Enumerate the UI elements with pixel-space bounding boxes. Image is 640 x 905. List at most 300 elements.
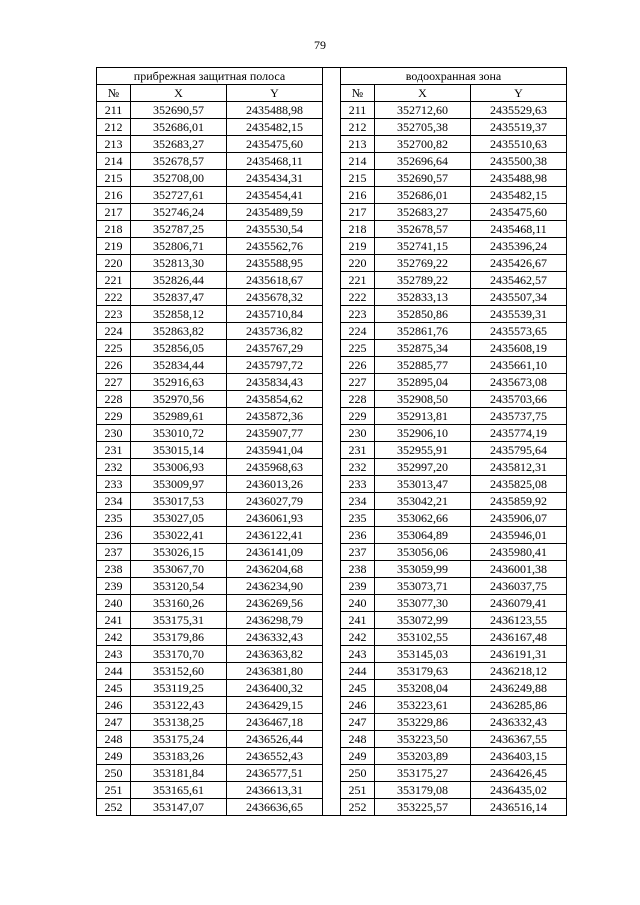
left-number-cell: 247 (97, 714, 131, 731)
right-number-cell: 215 (341, 170, 375, 187)
left-x-cell: 352683,27 (131, 136, 227, 153)
column-gap (323, 578, 341, 595)
left-y-cell: 2435468,11 (227, 153, 323, 170)
right-number-cell: 213 (341, 136, 375, 153)
right-x-cell: 353203,89 (375, 748, 471, 765)
left-number-cell: 228 (97, 391, 131, 408)
table-row (97, 170, 567, 187)
left-number-cell: 214 (97, 153, 131, 170)
right-number-cell: 225 (341, 340, 375, 357)
right-number-cell: 217 (341, 204, 375, 221)
column-gap (323, 357, 341, 374)
right-x-cell: 353225,57 (375, 799, 471, 816)
right-number-cell: 232 (341, 459, 375, 476)
right-y-cell: 2435482,15 (471, 187, 567, 204)
coordinates-table-body (97, 68, 567, 816)
left-x-cell: 352690,57 (131, 102, 227, 119)
column-gap (323, 680, 341, 697)
column-gap (323, 442, 341, 459)
right-x-cell: 353208,04 (375, 680, 471, 697)
right-y-cell: 2436332,43 (471, 714, 567, 731)
left-number-cell: 237 (97, 544, 131, 561)
right-number-cell: 231 (341, 442, 375, 459)
right-x-cell: 353102,55 (375, 629, 471, 646)
left-x-cell: 353017,53 (131, 493, 227, 510)
right-x-cell: 352833,13 (375, 289, 471, 306)
right-y-cell: 2435539,31 (471, 306, 567, 323)
table-row (97, 731, 567, 748)
right-y-cell: 2436285,86 (471, 697, 567, 714)
right-x-cell: 353145,03 (375, 646, 471, 663)
left-y-cell: 2436013,26 (227, 476, 323, 493)
left-y-cell: 2435854,62 (227, 391, 323, 408)
right-x-cell: 352741,15 (375, 238, 471, 255)
column-gap (323, 119, 341, 136)
left-number-cell: 250 (97, 765, 131, 782)
left-number-cell: 238 (97, 561, 131, 578)
table-row (97, 748, 567, 765)
right-y-cell: 2435737,75 (471, 408, 567, 425)
right-y-cell: 2435507,34 (471, 289, 567, 306)
right-header-x: X (375, 85, 471, 102)
right-x-cell: 353073,71 (375, 578, 471, 595)
column-gap (323, 408, 341, 425)
table-row (97, 646, 567, 663)
right-y-cell: 2436079,41 (471, 595, 567, 612)
table-row (97, 408, 567, 425)
left-x-cell: 353181,84 (131, 765, 227, 782)
left-number-cell: 239 (97, 578, 131, 595)
right-y-cell: 2436167,48 (471, 629, 567, 646)
table-row (97, 238, 567, 255)
column-gap (323, 68, 341, 85)
left-x-cell: 353027,05 (131, 510, 227, 527)
right-x-cell: 353179,63 (375, 663, 471, 680)
table-row (97, 204, 567, 221)
table-row (97, 663, 567, 680)
left-x-cell: 353026,15 (131, 544, 227, 561)
table-row (97, 765, 567, 782)
right-x-cell: 353072,99 (375, 612, 471, 629)
left-number-cell: 240 (97, 595, 131, 612)
right-number-cell: 227 (341, 374, 375, 391)
right-number-cell: 216 (341, 187, 375, 204)
column-gap (323, 544, 341, 561)
left-number-cell: 231 (97, 442, 131, 459)
left-x-cell: 353120,54 (131, 578, 227, 595)
right-y-cell: 2435980,41 (471, 544, 567, 561)
right-number-cell: 239 (341, 578, 375, 595)
left-y-cell: 2436269,56 (227, 595, 323, 612)
left-number-cell: 216 (97, 187, 131, 204)
left-x-cell: 352858,12 (131, 306, 227, 323)
right-y-cell: 2435529,63 (471, 102, 567, 119)
left-y-cell: 2435488,98 (227, 102, 323, 119)
right-x-cell: 352895,04 (375, 374, 471, 391)
table-row (97, 680, 567, 697)
table-row (97, 357, 567, 374)
column-gap (323, 493, 341, 510)
right-x-cell: 353179,08 (375, 782, 471, 799)
right-y-cell: 2436249,88 (471, 680, 567, 697)
left-number-cell: 212 (97, 119, 131, 136)
left-number-cell: 252 (97, 799, 131, 816)
left-x-cell: 353183,26 (131, 748, 227, 765)
right-x-cell: 352885,77 (375, 357, 471, 374)
right-number-cell: 224 (341, 323, 375, 340)
left-y-cell: 2435968,63 (227, 459, 323, 476)
right-x-cell: 352997,20 (375, 459, 471, 476)
section-title-row (97, 68, 567, 85)
right-y-cell: 2435510,63 (471, 136, 567, 153)
right-y-cell: 2435426,67 (471, 255, 567, 272)
table-row (97, 493, 567, 510)
right-number-cell: 236 (341, 527, 375, 544)
column-gap (323, 170, 341, 187)
right-number-cell: 250 (341, 765, 375, 782)
left-y-cell: 2435530,54 (227, 221, 323, 238)
left-x-cell: 353015,14 (131, 442, 227, 459)
table-row (97, 153, 567, 170)
right-x-cell: 352700,82 (375, 136, 471, 153)
table-row (97, 595, 567, 612)
right-x-cell: 352769,22 (375, 255, 471, 272)
right-number-cell: 237 (341, 544, 375, 561)
right-x-cell: 353223,50 (375, 731, 471, 748)
left-number-cell: 244 (97, 663, 131, 680)
column-gap (323, 153, 341, 170)
left-y-cell: 2435434,31 (227, 170, 323, 187)
left-number-cell: 218 (97, 221, 131, 238)
left-y-cell: 2436400,32 (227, 680, 323, 697)
column-gap (323, 238, 341, 255)
right-number-cell: 223 (341, 306, 375, 323)
left-y-cell: 2435482,15 (227, 119, 323, 136)
column-gap (323, 272, 341, 289)
left-y-cell: 2436332,43 (227, 629, 323, 646)
table-row (97, 391, 567, 408)
left-number-cell: 243 (97, 646, 131, 663)
coordinates-table (96, 67, 567, 816)
right-number-cell: 243 (341, 646, 375, 663)
right-number-cell: 234 (341, 493, 375, 510)
right-x-cell: 352850,86 (375, 306, 471, 323)
left-x-cell: 352970,56 (131, 391, 227, 408)
column-gap (323, 306, 341, 323)
left-header-y: Y (227, 85, 323, 102)
right-number-cell: 228 (341, 391, 375, 408)
left-x-cell: 353006,93 (131, 459, 227, 476)
right-section-title: водоохранная зона (341, 68, 567, 85)
right-x-cell: 352683,27 (375, 204, 471, 221)
right-x-cell: 353223,61 (375, 697, 471, 714)
right-x-cell: 353064,89 (375, 527, 471, 544)
left-x-cell: 352916,63 (131, 374, 227, 391)
right-number-cell: 219 (341, 238, 375, 255)
left-header-number: № (97, 85, 131, 102)
column-gap (323, 476, 341, 493)
table-row (97, 476, 567, 493)
column-gap (323, 629, 341, 646)
table-row (97, 510, 567, 527)
right-number-cell: 226 (341, 357, 375, 374)
right-y-cell: 2435608,19 (471, 340, 567, 357)
column-gap (323, 799, 341, 816)
table-row (97, 459, 567, 476)
right-number-cell: 220 (341, 255, 375, 272)
column-gap (323, 510, 341, 527)
left-number-cell: 220 (97, 255, 131, 272)
left-y-cell: 2436552,43 (227, 748, 323, 765)
left-number-cell: 229 (97, 408, 131, 425)
left-y-cell: 2435489,59 (227, 204, 323, 221)
column-gap (323, 697, 341, 714)
left-number-cell: 249 (97, 748, 131, 765)
left-number-cell: 230 (97, 425, 131, 442)
right-number-cell: 214 (341, 153, 375, 170)
column-gap (323, 527, 341, 544)
left-y-cell: 2436363,82 (227, 646, 323, 663)
column-gap (323, 646, 341, 663)
left-x-cell: 353122,43 (131, 697, 227, 714)
right-y-cell: 2435673,08 (471, 374, 567, 391)
left-number-cell: 246 (97, 697, 131, 714)
column-gap (323, 425, 341, 442)
left-number-cell: 222 (97, 289, 131, 306)
right-y-cell: 2435825,08 (471, 476, 567, 493)
table-row (97, 782, 567, 799)
left-y-cell: 2436027,79 (227, 493, 323, 510)
column-gap (323, 612, 341, 629)
right-y-cell: 2435468,11 (471, 221, 567, 238)
right-x-cell: 353175,27 (375, 765, 471, 782)
right-y-cell: 2435859,92 (471, 493, 567, 510)
table-row (97, 544, 567, 561)
right-y-cell: 2436123,55 (471, 612, 567, 629)
column-gap (323, 187, 341, 204)
right-number-cell: 230 (341, 425, 375, 442)
right-x-cell: 352875,34 (375, 340, 471, 357)
table-row (97, 374, 567, 391)
left-y-cell: 2435588,95 (227, 255, 323, 272)
left-y-cell: 2436526,44 (227, 731, 323, 748)
left-number-cell: 248 (97, 731, 131, 748)
left-x-cell: 353010,72 (131, 425, 227, 442)
left-x-cell: 353009,97 (131, 476, 227, 493)
right-x-cell: 353229,86 (375, 714, 471, 731)
right-number-cell: 211 (341, 102, 375, 119)
left-y-cell: 2435475,60 (227, 136, 323, 153)
right-number-cell: 246 (341, 697, 375, 714)
right-number-cell: 245 (341, 680, 375, 697)
right-number-cell: 235 (341, 510, 375, 527)
right-number-cell: 218 (341, 221, 375, 238)
left-y-cell: 2436467,18 (227, 714, 323, 731)
right-number-cell: 221 (341, 272, 375, 289)
table-row (97, 578, 567, 595)
right-header-y: Y (471, 85, 567, 102)
column-gap (323, 340, 341, 357)
right-y-cell: 2436037,75 (471, 578, 567, 595)
left-number-cell: 224 (97, 323, 131, 340)
column-gap (323, 714, 341, 731)
left-x-cell: 352678,57 (131, 153, 227, 170)
right-y-cell: 2436367,55 (471, 731, 567, 748)
right-y-cell: 2435475,60 (471, 204, 567, 221)
left-number-cell: 226 (97, 357, 131, 374)
table-row (97, 425, 567, 442)
column-gap (323, 663, 341, 680)
right-y-cell: 2435906,07 (471, 510, 567, 527)
table-row (97, 136, 567, 153)
right-number-cell: 241 (341, 612, 375, 629)
left-x-cell: 353138,25 (131, 714, 227, 731)
table-row (97, 323, 567, 340)
table-row (97, 306, 567, 323)
right-y-cell: 2436403,15 (471, 748, 567, 765)
left-y-cell: 2435872,36 (227, 408, 323, 425)
left-x-cell: 353170,70 (131, 646, 227, 663)
left-y-cell: 2436234,90 (227, 578, 323, 595)
left-y-cell: 2435678,32 (227, 289, 323, 306)
left-y-cell: 2435797,72 (227, 357, 323, 374)
table-row (97, 187, 567, 204)
right-x-cell: 352908,50 (375, 391, 471, 408)
left-number-cell: 236 (97, 527, 131, 544)
left-number-cell: 213 (97, 136, 131, 153)
table-row (97, 102, 567, 119)
right-y-cell: 2435573,65 (471, 323, 567, 340)
right-x-cell: 353059,99 (375, 561, 471, 578)
right-y-cell: 2436191,31 (471, 646, 567, 663)
table-row (97, 272, 567, 289)
left-x-cell: 352787,25 (131, 221, 227, 238)
right-y-cell: 2435812,31 (471, 459, 567, 476)
left-x-cell: 352813,30 (131, 255, 227, 272)
left-x-cell: 353179,86 (131, 629, 227, 646)
right-y-cell: 2435488,98 (471, 170, 567, 187)
left-y-cell: 2436429,15 (227, 697, 323, 714)
table-row (97, 442, 567, 459)
right-number-cell: 238 (341, 561, 375, 578)
right-x-cell: 352913,81 (375, 408, 471, 425)
left-x-cell: 352708,00 (131, 170, 227, 187)
right-y-cell: 2435462,57 (471, 272, 567, 289)
column-gap (323, 748, 341, 765)
left-y-cell: 2436298,79 (227, 612, 323, 629)
right-number-cell: 233 (341, 476, 375, 493)
table-row (97, 714, 567, 731)
right-y-cell: 2436218,12 (471, 663, 567, 680)
column-gap (323, 459, 341, 476)
left-x-cell: 353152,60 (131, 663, 227, 680)
right-number-cell: 249 (341, 748, 375, 765)
column-gap (323, 255, 341, 272)
right-x-cell: 353042,21 (375, 493, 471, 510)
table-row (97, 340, 567, 357)
left-x-cell: 352989,61 (131, 408, 227, 425)
right-number-cell: 229 (341, 408, 375, 425)
left-x-cell: 353165,61 (131, 782, 227, 799)
left-section-title: прибрежная защитная полоса (97, 68, 323, 85)
right-number-cell: 251 (341, 782, 375, 799)
left-number-cell: 245 (97, 680, 131, 697)
left-x-cell: 352686,01 (131, 119, 227, 136)
left-y-cell: 2436577,51 (227, 765, 323, 782)
left-x-cell: 353067,70 (131, 561, 227, 578)
right-y-cell: 2435500,38 (471, 153, 567, 170)
right-x-cell: 353077,30 (375, 595, 471, 612)
left-y-cell: 2435736,82 (227, 323, 323, 340)
column-gap (323, 561, 341, 578)
left-x-cell: 352727,61 (131, 187, 227, 204)
page-number: 79 (314, 38, 326, 52)
table-row (97, 289, 567, 306)
left-number-cell: 223 (97, 306, 131, 323)
right-x-cell: 353056,06 (375, 544, 471, 561)
column-gap (323, 391, 341, 408)
column-gap (323, 136, 341, 153)
right-y-cell: 2435396,24 (471, 238, 567, 255)
table-row (97, 527, 567, 544)
left-number-cell: 242 (97, 629, 131, 646)
right-x-cell: 353013,47 (375, 476, 471, 493)
left-x-cell: 352834,44 (131, 357, 227, 374)
left-number-cell: 217 (97, 204, 131, 221)
left-y-cell: 2435767,29 (227, 340, 323, 357)
right-number-cell: 212 (341, 119, 375, 136)
table-row (97, 629, 567, 646)
left-x-cell: 353160,26 (131, 595, 227, 612)
left-header-x: X (131, 85, 227, 102)
left-number-cell: 235 (97, 510, 131, 527)
column-gap (323, 374, 341, 391)
left-y-cell: 2435941,04 (227, 442, 323, 459)
left-number-cell: 211 (97, 102, 131, 119)
right-number-cell: 252 (341, 799, 375, 816)
right-y-cell: 2435946,01 (471, 527, 567, 544)
left-y-cell: 2436613,31 (227, 782, 323, 799)
right-number-cell: 240 (341, 595, 375, 612)
left-x-cell: 353175,31 (131, 612, 227, 629)
right-x-cell: 352955,91 (375, 442, 471, 459)
left-y-cell: 2436381,80 (227, 663, 323, 680)
right-y-cell: 2435795,64 (471, 442, 567, 459)
left-y-cell: 2435562,76 (227, 238, 323, 255)
right-y-cell: 2435661,10 (471, 357, 567, 374)
right-y-cell: 2436001,38 (471, 561, 567, 578)
right-x-cell: 352861,76 (375, 323, 471, 340)
column-gap (323, 782, 341, 799)
left-x-cell: 352837,47 (131, 289, 227, 306)
left-y-cell: 2435618,67 (227, 272, 323, 289)
left-x-cell: 353147,07 (131, 799, 227, 816)
right-y-cell: 2436516,14 (471, 799, 567, 816)
left-number-cell: 232 (97, 459, 131, 476)
right-x-cell: 352789,22 (375, 272, 471, 289)
left-y-cell: 2436141,09 (227, 544, 323, 561)
right-x-cell: 352690,57 (375, 170, 471, 187)
left-number-cell: 251 (97, 782, 131, 799)
right-number-cell: 247 (341, 714, 375, 731)
table-row (97, 255, 567, 272)
right-x-cell: 353062,66 (375, 510, 471, 527)
column-gap (323, 289, 341, 306)
table-row (97, 561, 567, 578)
right-y-cell: 2436426,45 (471, 765, 567, 782)
right-x-cell: 352678,57 (375, 221, 471, 238)
table-row (97, 697, 567, 714)
